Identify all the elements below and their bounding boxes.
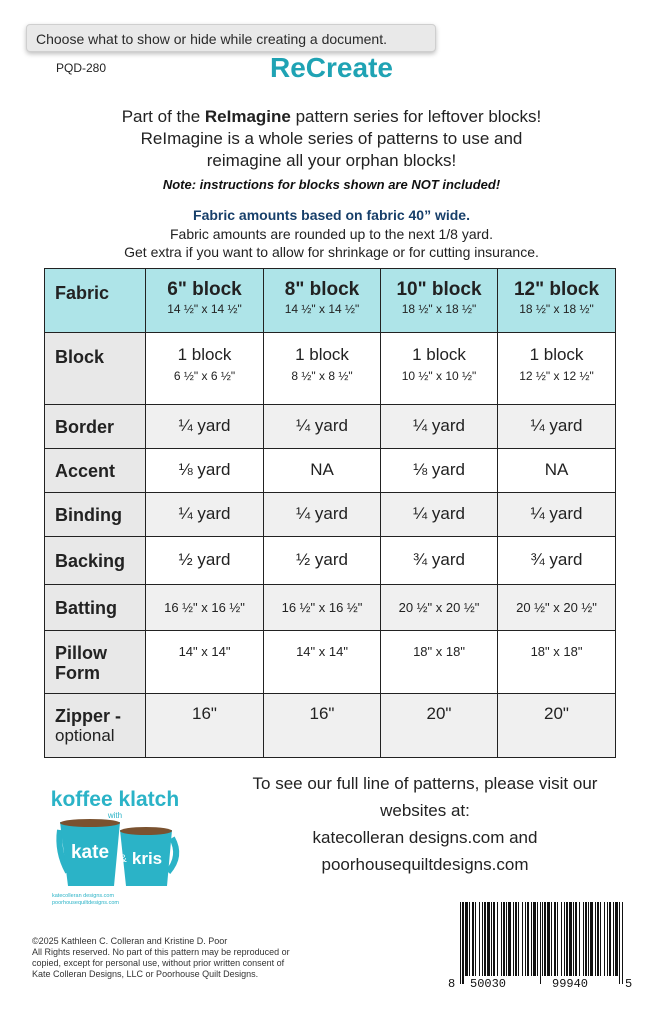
barcode-bar xyxy=(506,902,507,976)
barcode-bar xyxy=(619,902,620,984)
table-row xyxy=(45,493,616,537)
barcode-bar xyxy=(609,902,611,976)
barcode-bar xyxy=(547,902,550,976)
pattern-code: PQD-280 xyxy=(56,61,107,75)
note: Note: instructions for blocks shown are NOT included! xyxy=(162,177,501,192)
table-cell: 20" xyxy=(498,694,616,758)
barcode-bar xyxy=(491,902,492,976)
koffee-klatch-logo xyxy=(40,780,190,910)
barcode-bar xyxy=(600,902,601,976)
row-label-line1: Pillow xyxy=(55,643,108,663)
column-size: 8" block xyxy=(284,279,360,300)
table-cell: 16 ½" x 16 ½" xyxy=(264,585,381,631)
table-cell: ¼ yard xyxy=(498,493,616,537)
visit-line3: katecolleran designs.com and xyxy=(312,828,538,847)
logo-site2: poorhousequiltdesigns.com xyxy=(52,900,119,906)
barcode-bar xyxy=(622,902,623,984)
table-row xyxy=(45,537,616,585)
column-dim: 14 ½" x 14 ½" xyxy=(284,302,360,316)
table-cell: ⅛ yard xyxy=(146,449,264,493)
page-title: ReCreate xyxy=(270,52,393,83)
row-label: Batting xyxy=(45,585,146,631)
table-cell: ½ yard xyxy=(146,537,264,585)
table-cell: 14" x 14" xyxy=(146,631,264,694)
table-row xyxy=(45,333,616,405)
barcode-digit-last: 5 xyxy=(625,977,633,991)
table-cell: 20" xyxy=(381,694,498,758)
visit-line2: websites at: xyxy=(380,801,470,820)
table-cell: ¼ yard xyxy=(146,405,264,449)
barcode-bar xyxy=(479,902,480,976)
column-6in xyxy=(146,269,264,333)
column-size: 6" block xyxy=(167,279,242,300)
barcode-bar xyxy=(465,902,468,976)
fabric-table xyxy=(44,268,616,758)
row-label: Border xyxy=(45,405,146,449)
logo-title: koffee klatch xyxy=(50,788,180,811)
tooltip: Choose what to show or hide while creating a document. xyxy=(26,24,436,52)
table-cell: 20 ½" x 20 ½" xyxy=(381,585,498,631)
barcode-bar xyxy=(508,902,511,976)
logo-amp: & xyxy=(119,853,127,865)
barcode-bar xyxy=(575,902,577,976)
barcode-bar xyxy=(525,902,526,976)
intro-text xyxy=(0,106,663,172)
barcode-bar xyxy=(515,902,517,976)
table-cell: ¼ yard xyxy=(264,405,381,449)
barcode-bar xyxy=(604,902,605,976)
table-cell: NA xyxy=(264,449,381,493)
amounts-heading: Fabric amounts based on fabric 40” wide. xyxy=(193,207,470,223)
table-cell: ¼ yard xyxy=(146,493,264,537)
table-cell: ¼ yard xyxy=(498,405,616,449)
table-cell xyxy=(498,333,616,405)
barcode-bar xyxy=(590,902,593,976)
barcode-bar xyxy=(487,902,490,976)
barcode-bar xyxy=(569,902,572,976)
visit-line4: poorhousequiltdesigns.com xyxy=(321,855,529,874)
barcode-bar xyxy=(493,902,495,976)
barcode-digits-left: 50030 xyxy=(470,977,507,991)
barcode-bar xyxy=(501,902,502,976)
column-dim: 18 ½" x 18 ½" xyxy=(401,302,477,316)
barcode-bar xyxy=(595,902,596,976)
intro-line2: ReImagine is a whole series of patterns to use and xyxy=(140,129,523,148)
copyright-line3: copied, except for personal use, without prior written consent of xyxy=(32,958,285,968)
barcode-bar xyxy=(472,902,474,976)
barcode-bar xyxy=(475,902,476,976)
barcode-bar xyxy=(462,902,464,984)
row-label-line1: Zipper - xyxy=(55,706,121,726)
row-label: Binding xyxy=(45,493,146,537)
logo-with: with xyxy=(107,811,123,820)
table-row xyxy=(45,694,616,758)
row-label: Accent xyxy=(45,449,146,493)
amounts-subtext xyxy=(0,225,663,261)
table-cell xyxy=(146,333,264,405)
block-dim: 12 ½" x 12 ½" xyxy=(519,369,594,383)
column-12in xyxy=(498,269,616,333)
row-label xyxy=(45,631,146,694)
barcode-bar xyxy=(522,902,523,976)
barcode-bar xyxy=(482,902,483,976)
column-8in xyxy=(264,269,381,333)
table-cell: 16 ½" x 16 ½" xyxy=(146,585,264,631)
barcode-bar xyxy=(531,902,532,976)
barcode-bar xyxy=(588,902,589,976)
row-label: Block xyxy=(45,333,146,405)
barcode-bar xyxy=(557,902,558,976)
series-name: ReImagine xyxy=(204,107,291,126)
logo-name-kate: kate xyxy=(70,842,110,863)
barcode-bar xyxy=(607,902,608,976)
copyright-line1: ©2025 Kathleen C. Colleran and Kristine D. Poor xyxy=(32,936,228,946)
barcode-bar xyxy=(542,902,543,976)
barcode-bar xyxy=(615,902,618,976)
row-label xyxy=(45,694,146,758)
column-size: 10" block xyxy=(396,279,482,300)
table-cell xyxy=(264,333,381,405)
visit-line1: To see our full line of patterns, please visit our xyxy=(252,774,598,793)
table-cell: 18" x 18" xyxy=(498,631,616,694)
coffee-left xyxy=(60,819,120,827)
table-cell: ½ yard xyxy=(264,537,381,585)
barcode-bar xyxy=(579,902,580,976)
table-row xyxy=(45,585,616,631)
intro-line1 xyxy=(0,106,663,128)
barcode-bar xyxy=(551,902,552,976)
logo-site1: katecolleran designs.com xyxy=(52,893,115,899)
copyright-line4: Kate Colleran Designs, LLC or Poorhouse Quilt Designs. xyxy=(32,969,259,979)
block-count: 1 block xyxy=(412,345,466,364)
barcode-bar xyxy=(597,902,599,976)
row-label-line2: Form xyxy=(55,663,100,683)
amounts-line2: Get extra if you want to allow for shrinkage or for cutting insurance. xyxy=(124,244,539,260)
barcode-bar xyxy=(484,902,486,976)
table-cell: ¾ yard xyxy=(381,537,498,585)
barcode-bar xyxy=(469,902,470,976)
barcode-bar xyxy=(564,902,565,976)
barcode-bar xyxy=(585,902,587,976)
table-cell: ¾ yard xyxy=(498,537,616,585)
barcode-bar xyxy=(573,902,574,976)
column-dim: 18 ½" x 18 ½" xyxy=(519,302,594,316)
visit-text xyxy=(200,770,650,878)
table-cell: 20 ½" x 20 ½" xyxy=(498,585,616,631)
barcode-bar xyxy=(561,902,562,976)
table-cell: NA xyxy=(498,449,616,493)
table-cell: ¼ yard xyxy=(381,405,498,449)
table-row xyxy=(45,449,616,493)
barcode-bar xyxy=(540,902,541,984)
table-cell: ⅛ yard xyxy=(381,449,498,493)
barcode-bar xyxy=(554,902,556,976)
column-10in xyxy=(381,269,498,333)
barcode-bar xyxy=(497,902,498,976)
row-label-line2: optional xyxy=(55,726,115,745)
barcode-bar xyxy=(518,902,519,976)
logo-name-kris: kris xyxy=(131,849,163,868)
block-count: 1 block xyxy=(177,345,232,364)
intro-line1-post: pattern series for leftover blocks! xyxy=(290,107,542,126)
barcode-bar xyxy=(513,902,514,976)
amounts-line1: Fabric amounts are rounded up to the next 1/8 yard. xyxy=(170,226,493,242)
barcode-bar xyxy=(527,902,529,976)
table-cell: 16" xyxy=(264,694,381,758)
block-dim: 10 ½" x 10 ½" xyxy=(401,369,477,383)
table-cell: ¼ yard xyxy=(264,493,381,537)
table-cell: 18" x 18" xyxy=(381,631,498,694)
copyright-line2: All Rights reserved. No part of this pattern may be reproduced or xyxy=(32,947,290,957)
copyright xyxy=(32,936,342,980)
table-row xyxy=(45,405,616,449)
barcode-digits-right: 99940 xyxy=(552,977,589,991)
barcode-bar xyxy=(503,902,505,976)
intro-line3: reimagine all your orphan blocks! xyxy=(206,151,457,170)
table-cell xyxy=(381,333,498,405)
barcode-bar xyxy=(613,902,614,976)
coffee-right xyxy=(120,827,172,835)
barcode-bar xyxy=(566,902,568,976)
column-dim: 14 ½" x 14 ½" xyxy=(167,302,242,316)
barcode-bar xyxy=(533,902,536,976)
block-dim: 6 ½" x 6 ½" xyxy=(173,369,236,383)
table-row xyxy=(45,631,616,694)
barcode-bar xyxy=(544,902,546,976)
column-size: 12" block xyxy=(513,279,600,300)
barcode-bar xyxy=(583,902,584,976)
block-count: 1 block xyxy=(529,345,584,364)
row-label: Backing xyxy=(45,537,146,585)
block-dim: 8 ½" x 8 ½" xyxy=(291,369,353,383)
table-cell: 14" x 14" xyxy=(264,631,381,694)
block-count: 1 block xyxy=(295,345,349,364)
table-cell: 16" xyxy=(146,694,264,758)
header-label: Fabric xyxy=(45,269,146,333)
table-header-row xyxy=(45,269,616,333)
intro-line1-pre: Part of the xyxy=(121,107,205,126)
barcode-bar xyxy=(460,902,461,984)
barcode-digit-first: 8 xyxy=(448,977,456,991)
barcode-bar xyxy=(537,902,538,976)
table-cell: ¼ yard xyxy=(381,493,498,537)
